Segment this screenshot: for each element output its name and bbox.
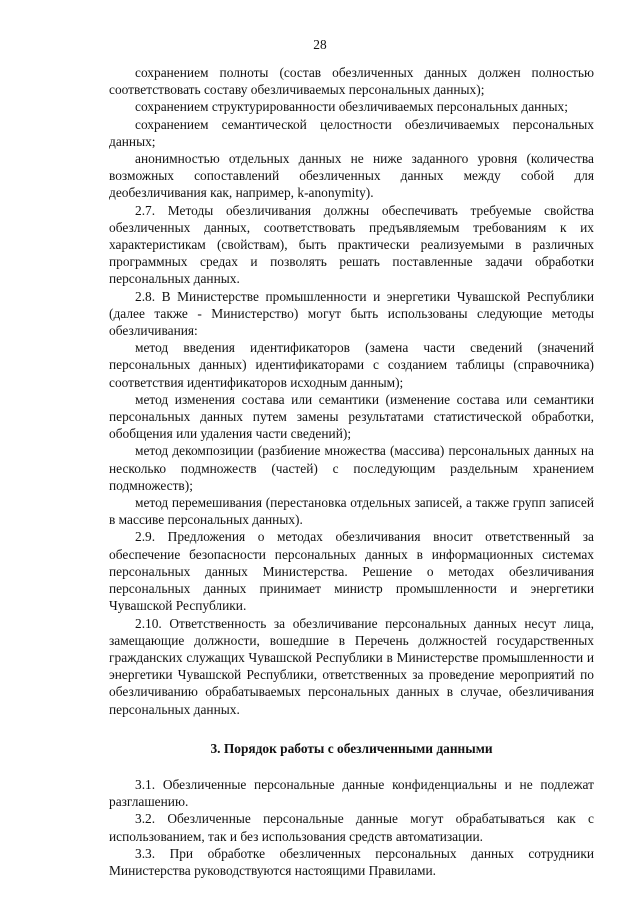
paragraph: метод декомпозиции (разбиение множества (массива) персональных данных на несколько подмножеств (частей) с последующим раздельным хранением подмножеств); (109, 443, 594, 493)
paragraph: метод изменения состава или семантики (изменение состава или семантики персональных данных путем замены результатами статистической обработки, обобщения или удаления части сведений); (109, 391, 594, 442)
paragraph: 2.9. Предложения о методах обезличивания вносит ответственный за обеспечение безопасности персональных данных в информационных системах персональных данных Министерства. Решение о методах обезличивания персональных данных принимает министр промышленности и энергетики Чувашской Республики. (109, 529, 594, 614)
paragraph: сохранением семантической целостности обезличиваемых персональных данных; (109, 116, 594, 149)
document-body (109, 64, 594, 879)
paragraph: 2.7. Методы обезличивания должны обеспечивать требуемые свойства обезличенных данных, соответствовать предъявляемым требованиям к их характеристикам (свойствам), быть практически реализуемыми в различных программных средах и позволять решать поставленные задачи обработки персональных данных. (109, 202, 594, 287)
paragraph: метод перемешивания (перестановка отдельных записей, а также групп записей в массиве персональных данных). (109, 495, 594, 528)
page-number: 28 (313, 37, 327, 52)
paragraph: сохранением полноты (состав обезличенных данных должен полностью соответствовать составу обезличиваемых персональных данных); (109, 65, 594, 98)
paragraph: 2.8. В Министерстве промышленности и энергетики Чувашской Республики (далее также - Министерство) могут быть использованы следующие методы обезличивания: (109, 288, 594, 339)
paragraph: 2.10. Ответственность за обезличивание персональных данных несут лица, замещающие должности, вошедшие в Перечень должностей государственных гражданских служащих Чувашской Республики в Министерстве промышленности и энергетики Чувашской Республики, ответственных за проведение мероприятий по обезличиванию обрабатываемых персональных данных в случае, обезличивания персональных данных. (109, 615, 594, 717)
paragraph: 3.1. Обезличенные персональные данные конфиденциальны и не подлежат разглашению. (109, 776, 594, 810)
paragraph: 3.3. При обработке обезличенных персональных данных сотрудники Министерства руководствуются настоящими Правилами. (109, 845, 594, 878)
paragraph: 3.2. Обезличенные персональные данные могут обрабатываться как с использованием, так и без использования средств автоматизации. (109, 811, 594, 844)
section-heading: 3. Порядок работы с обезличенными данными (210, 740, 493, 756)
paragraph: анонимностью отдельных данных не ниже заданного уровня (количества возможных сопоставлений обезличенных данных между собой для деобезличивания как, например, k-anonymity). (109, 151, 594, 201)
paragraph: метод введения идентификаторов (замена части сведений (значений персональных данных) идентификаторами с созданием таблицы (справочника) соответствия идентификаторов исходным данным); (109, 340, 594, 390)
paragraph: сохранением структурированности обезличиваемых персональных данных; (135, 99, 568, 115)
